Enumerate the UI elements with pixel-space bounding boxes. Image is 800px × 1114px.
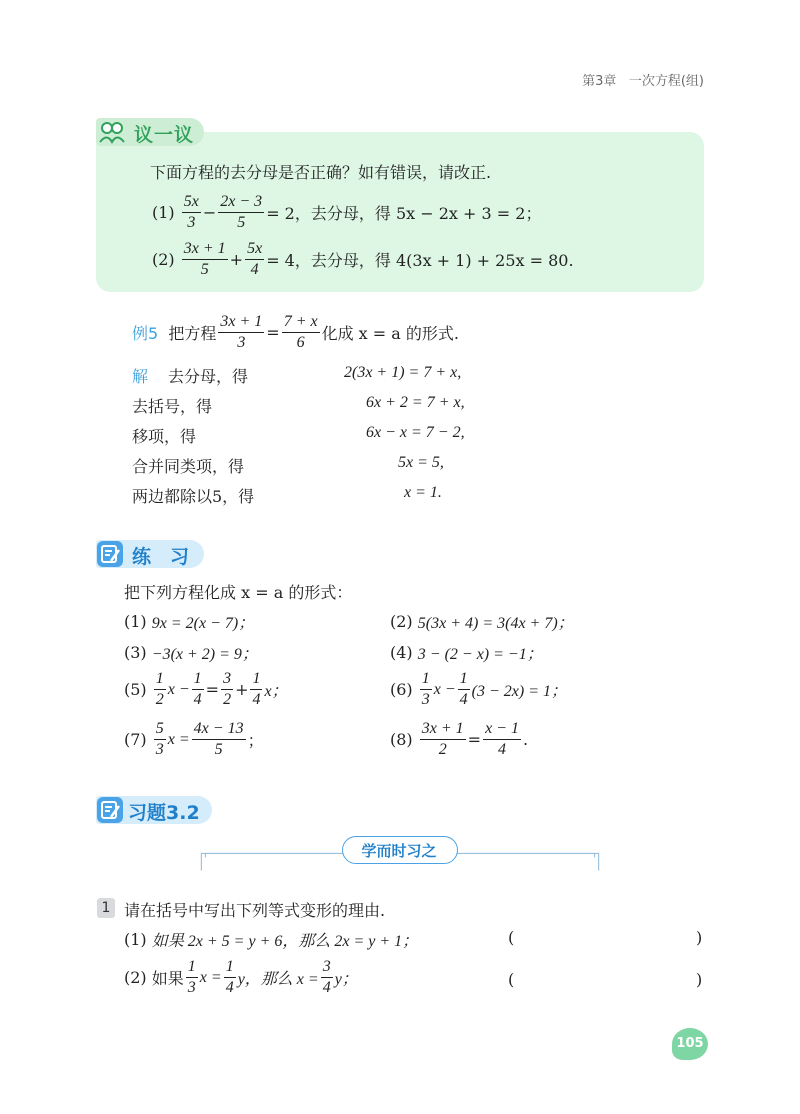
answer-paren-right: )	[696, 928, 703, 947]
running-header	[582, 70, 704, 89]
chapter-title: 一次方程(组)	[628, 74, 704, 89]
discussion-item-1	[152, 193, 541, 233]
fraction: $\frac{3x + 1}{5}$	[183, 240, 226, 279]
solution-label: 解	[132, 367, 149, 386]
question-sub-1: (1) 如果 2x + 5 = y + 6，那么 2x = y + 1；	[124, 930, 419, 950]
equation-rhs: = 2，	[266, 204, 311, 224]
question-number: 1	[97, 898, 115, 918]
solution-step-4-expr: 5x = 5,	[398, 454, 444, 471]
pencil-note-icon	[97, 797, 123, 823]
item-label: (2)	[152, 250, 175, 270]
solution-step-3-expr: 6x − x = 7 − 2,	[366, 424, 465, 441]
equation-rhs: = 4，	[266, 251, 311, 271]
answer-paren-left: (	[508, 970, 515, 989]
practice-item-4: (4) 3 − (2 − x) = −1；	[390, 643, 543, 663]
example-text: 化成 x = a 的形式.	[321, 324, 459, 344]
answer-paren-right: )	[696, 970, 703, 989]
fraction: $\frac{2x - 3}{5}$	[220, 193, 263, 232]
practice-item-8: (8) $\frac{3x + 1}{2}$ = $\frac{x - 1}{4}$ .	[390, 720, 529, 759]
page-number: 105	[672, 1028, 708, 1060]
fraction: $\frac{3x + 1}{3}$	[220, 313, 263, 352]
item-label: (1)	[152, 203, 175, 223]
solution-step-2-expr: 6x + 2 = 7 + x,	[366, 394, 465, 411]
question-sub-2: (2) 如果 $\frac{1}{3}$ x = $\frac{1}{4}$ y，那么 x = $\frac{3}{4}$ y；	[124, 958, 358, 997]
example-label: 例5	[132, 324, 159, 344]
operator: −	[202, 203, 217, 223]
solution-step-5-expr: x = 1.	[404, 484, 442, 501]
solution-step-2-desc: 去括号，得	[132, 397, 213, 416]
discussion-claim: 去分母，得 4(3x + 1) + 25x = 80.	[310, 251, 574, 271]
pencil-note-icon	[97, 541, 123, 567]
practice-item-6: (6) $\frac{1}{3}$ x − $\frac{1}{4}$ (3 − 2x) = 1；	[390, 670, 568, 709]
practice-item-7: (7) $\frac{5}{3}$ x = $\frac{4x - 13}{5}$ ；	[124, 720, 264, 759]
discussion-title: 议一议	[134, 124, 195, 146]
answer-paren-left: (	[508, 928, 515, 947]
discussion-claim: 去分母，得 5x − 2x + 3 = 2；	[310, 204, 542, 224]
exercise-title: 习题3.2	[128, 802, 200, 824]
people-discussion-icon	[97, 118, 127, 146]
practice-prompt: 把下列方程化成 x = a 的形式：	[124, 583, 353, 602]
solution-step-1-desc: 去分母，得	[168, 367, 249, 386]
equals-sign: =	[266, 323, 280, 343]
practice-item-3: (3) −3(x + 2) = 9；	[124, 643, 258, 663]
solution-step-4-desc: 合并同类项，得	[132, 457, 245, 476]
question-prompt: 请在括号中写出下列等式变形的理由.	[124, 901, 386, 920]
solution-step-3-desc: 移项，得	[132, 427, 197, 446]
practice-item-1: (1) 9x = 2(x − 7)；	[124, 612, 255, 632]
fraction: $\frac{5x}{3}$	[183, 193, 199, 232]
fraction: $\frac{7 + x}{6}$	[283, 313, 318, 352]
example-text: 把方程	[168, 324, 217, 344]
solution-step-1-expr: 2(3x + 1) = 7 + x,	[344, 364, 462, 381]
discussion-item-2	[152, 240, 574, 280]
practice-item-5: (5) $\frac{1}{2}$ x − $\frac{1}{4}$ = $\frac{3}{2}$ + $\frac{1}{4}$ x；	[124, 670, 288, 709]
banner-text: 学而时习之	[361, 842, 437, 860]
example-5	[132, 313, 459, 353]
practice-title: 练 习	[132, 546, 190, 568]
discussion-prompt: 下面方程的去分母是否正确？如有错误，请改正.	[150, 163, 492, 182]
operator: +	[229, 250, 244, 270]
solution-step-5-desc: 两边都除以5，得	[132, 487, 255, 506]
practice-item-2: (2) 5(3x + 4) = 3(4x + 7)；	[390, 612, 574, 632]
fraction: $\frac{5x}{4}$	[247, 240, 263, 279]
chapter-label: 第3章	[582, 74, 617, 89]
